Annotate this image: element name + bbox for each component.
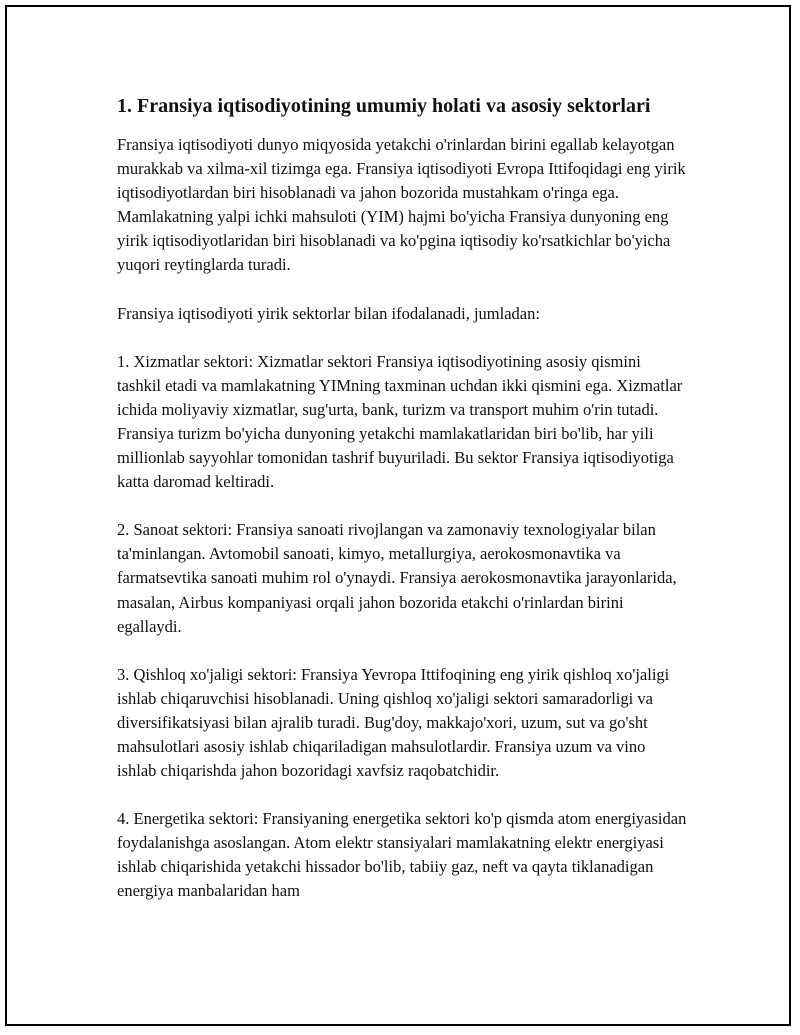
section-heading: 1. Fransiya iqtisodiyotining umumiy holati va asosiy sektorlari — [117, 95, 651, 117]
services-sector-paragraph: 1. Xizmatlar sektori: Xizmatlar sektori Fransiya iqtisodiyotining asosiy qismini tashkil etadi va mamlakatning YIMning taxminan uchdan ikki qismini ega. Xizmatlar ichida moliyaviy xizmatlar, sug'urta, bank, turizm va transport muhim o'rin tutadi. Fransiya turizm bo'yicha dunyoning yetakchi mamlakatlaridan biri bo'lib, har yili millionlab sayyohlar tomonidan tashrif buyuriladi. Bu sektor Fransiya iqtisodiyotiga katta daromad keltiradi. — [117, 351, 683, 492]
sectors-intro-paragraph: Fransiya iqtisodiyoti yirik sektorlar bilan ifodalanadi, jumladan: — [117, 303, 540, 323]
industry-sector-paragraph: 2. Sanoat sektori: Fransiya sanoati rivojlangan va zamonaviy texnologiyalar bilan ta'minlangan. Avtomobil sanoati, kimyo, metallurgiya, aerokosmonavtika va farmatsevtika sanoati muhim rol o'ynaydi. Fransiya aerokosmonavtika jarayonlarida, masalan, Airbus kompaniyasi orqali jahon bozorida etakchi o'rinlardan birini egallaydi. — [117, 520, 677, 636]
agriculture-sector-paragraph: 3. Qishloq xo'jaligi sektori: Fransiya Yevropa Ittifoqining eng yirik qishloq xo'jaligi ishlab chiqaruvchisi hisoblanadi. Uning qishloq xo'jaligi sektori samaradorligi va diversifikatsiyasi bilan ajralib turadi. Bug'doy, makkajo'xori, uzum, sut va go'sht mahsulotlari asosiy ishlab chiqariladigan mahsulotlardir. Fransiya uzum va vino ishlab chiqarishda jahon bozoridagi xavfsiz raqobatchidir. — [117, 664, 670, 781]
energy-sector-paragraph: 4. Energetika sektori: Fransiyaning energetika sektori ko'p qismda atom energiyasidan foydalanishga asoslangan. Atom elektr stansiyalari mamlakatning elektr energiyasi ishlab chiqarishida yetakchi hissador bo'lib, tabiiy gaz, neft va qayta tiklanadigan energiya manbalaridan ham — [117, 809, 687, 901]
intro-paragraph: Fransiya iqtisodiyoti dunyo miqyosida yetakchi o'rinlardan birini egallab kelayotgan murakkab va xilma-xil tizimga ega. Fransiya iqtisodiyoti Evropa Ittifoqidagi eng yirik iqtisodiyotlardan biri hisoblanadi va jahon bozorida mustahkam o'ringa ega. Mamlakatning yalpi ichki mahsuloti (YIM) hajmi bo'yicha Fransiya dunyoning eng yirik iqtisodiyotlaridan biri hisoblanadi va ko'pgina iqtisodiy ko'rsatkichlar bo'yicha yuqori reytinglarda turadi. — [117, 135, 686, 275]
document-body — [117, 92, 687, 928]
